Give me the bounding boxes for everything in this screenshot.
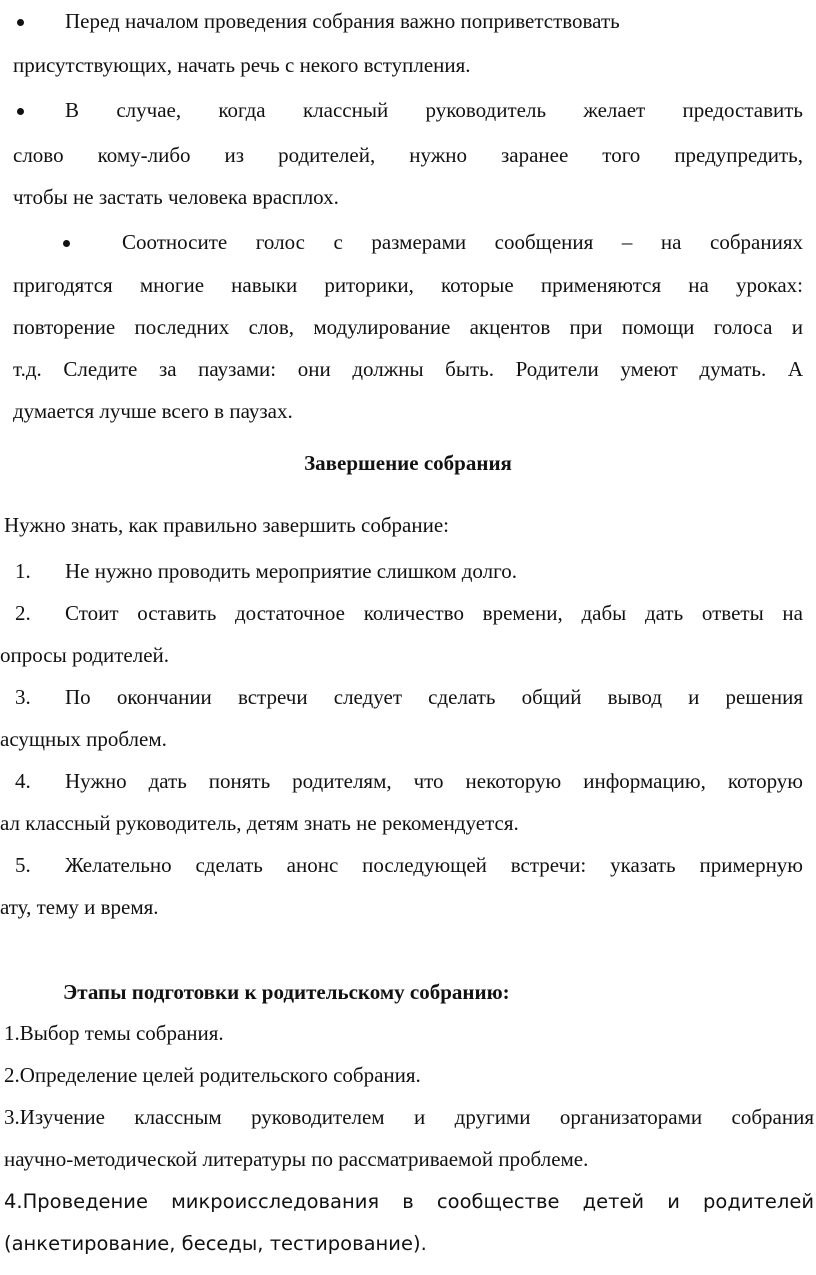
bullet-3-line-3: повторение последних слов, модулирование акцентов при помощи голоса и bbox=[13, 315, 803, 339]
bullet-1-line-2: присутствующих, начать речь с некого вступления. bbox=[13, 53, 471, 77]
stage-item: 1.Выбор темы собрания. bbox=[4, 1021, 224, 1045]
bullet-2-line-2: слово кому-либо из родителей, нужно заранее того предупредить, bbox=[13, 143, 803, 167]
bullet-2-line-3: чтобы не застать человека врасплох. bbox=[13, 185, 339, 209]
list-item-text: Нужно дать понять родителям, что некоторую информацию, которую bbox=[65, 769, 803, 793]
list-item-text: По окончании встречи следует сделать общий вывод и решения bbox=[65, 685, 803, 709]
bullet-marker bbox=[17, 108, 24, 115]
list-item-number: 3. bbox=[15, 685, 31, 709]
bullet-1-line-1: Перед началом проведения собрания важно поприветствовать bbox=[65, 9, 620, 33]
bullet-3-line-4: т.д. Следите за паузами: они должны быть. Родители умеют думать. А bbox=[13, 357, 803, 381]
stage-item-continuation: (анкетирование, беседы, тестирование). bbox=[4, 1232, 427, 1255]
bullet-3-line-2: пригодятся многие навыки риторики, которые применяются на уроках: bbox=[13, 273, 803, 297]
list-item-text: Стоит оставить достаточное количество времени, дабы дать ответы на bbox=[65, 601, 803, 625]
list-item-text: Не нужно проводить мероприятие слишком долго. bbox=[65, 559, 517, 583]
list-item-continuation: асущных проблем. bbox=[0, 727, 167, 751]
stage-item: 3.Изучение классным руководителем и другими организаторами собрания bbox=[4, 1105, 814, 1129]
stage-item: 2.Определение целей родительского собрания. bbox=[4, 1063, 421, 1087]
list-item-number: 5. bbox=[15, 853, 31, 877]
list-item-number: 4. bbox=[15, 769, 31, 793]
stage-item: 4.Проведение микроисследования в сообществе детей и родителей bbox=[4, 1190, 814, 1213]
list-item-number: 2. bbox=[15, 601, 31, 625]
stage-item-continuation: научно-методической литературы по рассматриваемой проблеме. bbox=[4, 1147, 589, 1171]
section-heading: Этапы подготовки к родительскому собранию: bbox=[63, 980, 510, 1004]
list-item-continuation: опросы родителей. bbox=[0, 643, 170, 667]
list-item-number: 1. bbox=[15, 559, 31, 583]
section-heading: Завершение собрания bbox=[304, 451, 512, 475]
list-item-text: Желательно сделать анонс последующей встречи: указать примерную bbox=[65, 853, 803, 877]
section-intro: Нужно знать, как правильно завершить собрание: bbox=[4, 513, 449, 537]
bullet-marker bbox=[17, 19, 24, 26]
bullet-marker bbox=[63, 240, 70, 247]
bullet-2-line-1: В случае, когда классный руководитель желает предоставить bbox=[65, 98, 803, 122]
bullet-3-line-5: думается лучше всего в паузах. bbox=[13, 399, 293, 423]
bullet-3-line-1: Соотносите голос с размерами сообщения – на собраниях bbox=[122, 230, 803, 254]
list-item-continuation: ал классный руководитель, детям знать не рекомендуется. bbox=[0, 811, 519, 835]
list-item-continuation: ату, тему и время. bbox=[0, 895, 159, 919]
